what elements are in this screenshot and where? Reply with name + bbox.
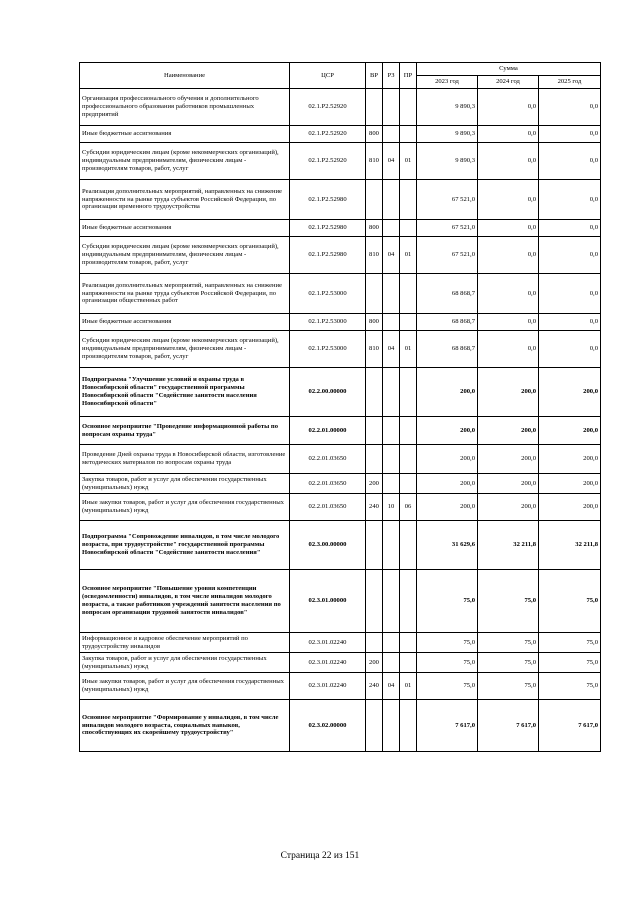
row-pr <box>400 126 417 143</box>
row-sum-2024: 0,0 <box>478 274 539 314</box>
table-row <box>80 673 601 700</box>
row-name: Иные закупки товаров, работ и услуг для обеспечения государственных (муниципальных) нужд <box>80 494 290 521</box>
col-header-2023: 2023 год <box>417 76 478 89</box>
row-csr: 02.1.P2.53000 <box>290 331 366 368</box>
row-pr <box>400 368 417 417</box>
row-pr <box>400 570 417 633</box>
row-pr: 01 <box>400 331 417 368</box>
row-sum-2025: 200,0 <box>539 368 601 417</box>
table-body <box>80 89 601 752</box>
row-pr <box>400 633 417 653</box>
row-pr <box>400 474 417 494</box>
row-vr: 810 <box>366 331 383 368</box>
row-sum-2025: 200,0 <box>539 445 601 474</box>
row-rz <box>383 700 400 752</box>
row-pr: 06 <box>400 494 417 521</box>
table-row <box>80 570 601 633</box>
row-rz: 04 <box>383 237 400 274</box>
row-rz <box>383 653 400 673</box>
row-rz <box>383 474 400 494</box>
table-row <box>80 445 601 474</box>
row-csr: 02.3.01.00000 <box>290 570 366 633</box>
row-rz <box>383 220 400 237</box>
row-vr: 800 <box>366 314 383 331</box>
row-vr <box>366 89 383 126</box>
row-vr <box>366 521 383 570</box>
row-csr: 02.2.01.03650 <box>290 474 366 494</box>
row-name: Подпрограмма "Улучшение условий и охраны труда в Новосибирской области" государственной программы Новосибирской области "Содействие занятости населения Новосибирской области" <box>80 368 290 417</box>
row-sum-2023: 200,0 <box>417 445 478 474</box>
row-sum-2024: 0,0 <box>478 89 539 126</box>
row-rz <box>383 368 400 417</box>
row-rz <box>383 570 400 633</box>
row-sum-2025: 0,0 <box>539 237 601 274</box>
row-pr <box>400 274 417 314</box>
col-header-pr: ПР <box>400 63 417 89</box>
table-row <box>80 653 601 673</box>
row-vr <box>366 417 383 445</box>
row-rz <box>383 445 400 474</box>
col-header-sum: Сумма <box>417 63 601 76</box>
row-sum-2023: 9 890,3 <box>417 143 478 180</box>
row-sum-2025: 0,0 <box>539 143 601 180</box>
row-csr: 02.2.01.00000 <box>290 417 366 445</box>
row-pr: 01 <box>400 237 417 274</box>
row-rz <box>383 180 400 220</box>
row-vr: 800 <box>366 220 383 237</box>
row-vr: 810 <box>366 143 383 180</box>
row-sum-2025: 200,0 <box>539 417 601 445</box>
row-sum-2024: 0,0 <box>478 126 539 143</box>
table-row <box>80 314 601 331</box>
row-sum-2024: 0,0 <box>478 143 539 180</box>
row-sum-2024: 75,0 <box>478 653 539 673</box>
row-name: Реализация дополнительных мероприятий, направленных на снижение напряженности на рынке труда субъектов Российской Федерации, по организации общественных работ <box>80 274 290 314</box>
row-sum-2024: 200,0 <box>478 445 539 474</box>
table-row <box>80 237 601 274</box>
page-number: Страница 22 из 151 <box>280 851 360 861</box>
row-name: Иные бюджетные ассигнования <box>80 314 290 331</box>
row-name: Организация профессионального обучения и дополнительного профессионального образования работников промышленных предприятий <box>80 89 290 126</box>
row-rz: 04 <box>383 331 400 368</box>
row-vr: 200 <box>366 653 383 673</box>
row-csr: 02.3.00.00000 <box>290 521 366 570</box>
row-sum-2023: 9 890,3 <box>417 126 478 143</box>
row-rz: 10 <box>383 494 400 521</box>
row-name: Подпрограмма "Сопровождение инвалидов, в том числе молодого возраста, при трудоустройстве" государственной программы Новосибирской области "Содействие занятости населения" <box>80 521 290 570</box>
row-pr <box>400 417 417 445</box>
table-header <box>80 63 601 89</box>
row-name: Закупка товаров, работ и услуг для обеспечения государственных (муниципальных) нужд <box>80 474 290 494</box>
row-sum-2025: 0,0 <box>539 220 601 237</box>
row-vr <box>366 633 383 653</box>
table-row <box>80 474 601 494</box>
row-rz: 04 <box>383 673 400 700</box>
row-rz: 04 <box>383 143 400 180</box>
row-name: Информационное и кадровое обеспечение мероприятий по трудоустройству инвалидов <box>80 633 290 653</box>
row-vr: 240 <box>366 494 383 521</box>
row-vr: 200 <box>366 474 383 494</box>
row-name: Иные бюджетные ассигнования <box>80 220 290 237</box>
row-sum-2023: 200,0 <box>417 368 478 417</box>
row-pr <box>400 445 417 474</box>
row-csr: 02.1.P2.52920 <box>290 143 366 180</box>
row-vr <box>366 274 383 314</box>
row-sum-2024: 200,0 <box>478 368 539 417</box>
row-sum-2024: 200,0 <box>478 474 539 494</box>
row-csr: 02.1.P2.52980 <box>290 237 366 274</box>
table-row <box>80 220 601 237</box>
row-csr: 02.1.P2.53000 <box>290 314 366 331</box>
row-name: Субсидии юридическим лицам (кроме некоммерческих организаций), индивидуальным предпринимателям, физическим лицам - производителям товаров, работ, услуг <box>80 331 290 368</box>
row-pr: 01 <box>400 143 417 180</box>
row-sum-2024: 0,0 <box>478 237 539 274</box>
row-pr <box>400 700 417 752</box>
col-header-csr: ЦСР <box>290 63 366 89</box>
row-sum-2024: 0,0 <box>478 220 539 237</box>
row-sum-2023: 75,0 <box>417 673 478 700</box>
row-csr: 02.3.01.02240 <box>290 653 366 673</box>
row-rz <box>383 633 400 653</box>
row-csr: 02.1.P2.52980 <box>290 180 366 220</box>
row-sum-2023: 68 868,7 <box>417 331 478 368</box>
row-sum-2023: 68 868,7 <box>417 314 478 331</box>
row-pr: 01 <box>400 673 417 700</box>
row-sum-2023: 200,0 <box>417 474 478 494</box>
row-sum-2023: 75,0 <box>417 633 478 653</box>
row-sum-2023: 200,0 <box>417 417 478 445</box>
row-rz <box>383 417 400 445</box>
row-sum-2023: 31 629,6 <box>417 521 478 570</box>
row-vr <box>366 368 383 417</box>
row-csr: 02.1.P2.52980 <box>290 220 366 237</box>
table-row <box>80 521 601 570</box>
row-name: Основное мероприятие "Формирование у инвалидов, в том числе инвалидов молодого возраста, социальных навыков, способствующих их скорейшему трудоустройству" <box>80 700 290 752</box>
row-sum-2025: 0,0 <box>539 126 601 143</box>
table-row <box>80 126 601 143</box>
row-pr <box>400 180 417 220</box>
table-row <box>80 331 601 368</box>
row-vr: 240 <box>366 673 383 700</box>
row-csr: 02.1.P2.52920 <box>290 126 366 143</box>
row-name: Основное мероприятие "Повышение уровня компетенции (осведомленности) инвалидов, в том числе инвалидов молодого возраста, а также работников учреждений занятости населения по вопросам организации трудовой занятости инвалидов" <box>80 570 290 633</box>
row-pr <box>400 653 417 673</box>
row-rz <box>383 274 400 314</box>
table-row <box>80 417 601 445</box>
row-sum-2024: 0,0 <box>478 314 539 331</box>
row-pr <box>400 521 417 570</box>
row-sum-2023: 75,0 <box>417 570 478 633</box>
row-name: Субсидии юридическим лицам (кроме некоммерческих организаций), индивидуальным предпринимателям, физическим лицам - производителям товаров, работ, услуг <box>80 143 290 180</box>
table-row <box>80 180 601 220</box>
row-sum-2025: 75,0 <box>539 673 601 700</box>
row-vr: 810 <box>366 237 383 274</box>
row-csr: 02.3.01.02240 <box>290 633 366 653</box>
row-csr: 02.1.P2.52920 <box>290 89 366 126</box>
row-rz <box>383 126 400 143</box>
row-vr: 800 <box>366 126 383 143</box>
table-row <box>80 274 601 314</box>
col-header-rz: РЗ <box>383 63 400 89</box>
row-pr <box>400 220 417 237</box>
row-name: Иные бюджетные ассигнования <box>80 126 290 143</box>
row-sum-2024: 7 617,0 <box>478 700 539 752</box>
row-sum-2023: 7 617,0 <box>417 700 478 752</box>
row-pr <box>400 89 417 126</box>
col-header-2024: 2024 год <box>478 76 539 89</box>
row-csr: 02.2.00.00000 <box>290 368 366 417</box>
row-sum-2024: 200,0 <box>478 494 539 521</box>
col-header-name: Наименование <box>80 63 290 89</box>
row-sum-2023: 68 868,7 <box>417 274 478 314</box>
row-csr: 02.1.P2.53000 <box>290 274 366 314</box>
row-sum-2025: 75,0 <box>539 570 601 633</box>
row-sum-2025: 0,0 <box>539 274 601 314</box>
row-sum-2025: 75,0 <box>539 653 601 673</box>
row-sum-2023: 67 521,0 <box>417 220 478 237</box>
row-sum-2024: 32 211,8 <box>478 521 539 570</box>
table-row <box>80 494 601 521</box>
row-vr <box>366 570 383 633</box>
row-sum-2023: 9 890,3 <box>417 89 478 126</box>
budget-table <box>79 62 601 752</box>
row-name: Закупка товаров, работ и услуг для обеспечения государственных (муниципальных) нужд <box>80 653 290 673</box>
table-row <box>80 700 601 752</box>
row-sum-2025: 7 617,0 <box>539 700 601 752</box>
row-sum-2025: 200,0 <box>539 494 601 521</box>
row-vr <box>366 445 383 474</box>
row-name: Проведение Дней охраны труда в Новосибирской области, изготовление методических материалов по вопросам охраны труда <box>80 445 290 474</box>
row-csr: 02.2.01.03650 <box>290 445 366 474</box>
row-sum-2025: 75,0 <box>539 633 601 653</box>
row-name: Основное мероприятие "Проведение информационной работы по вопросам охраны труда" <box>80 417 290 445</box>
row-sum-2024: 75,0 <box>478 570 539 633</box>
row-rz <box>383 314 400 331</box>
row-csr: 02.2.01.03650 <box>290 494 366 521</box>
row-sum-2023: 200,0 <box>417 494 478 521</box>
row-sum-2023: 67 521,0 <box>417 237 478 274</box>
row-rz <box>383 89 400 126</box>
row-sum-2024: 75,0 <box>478 673 539 700</box>
row-vr <box>366 700 383 752</box>
row-sum-2025: 32 211,8 <box>539 521 601 570</box>
row-sum-2025: 0,0 <box>539 180 601 220</box>
table-row <box>80 633 601 653</box>
row-sum-2025: 0,0 <box>539 314 601 331</box>
row-csr: 02.3.02.00000 <box>290 700 366 752</box>
row-name: Реализация дополнительных мероприятий, направленных на снижение напряженности на рынке труда субъектов Российской Федерации, по организации временного трудоустройства <box>80 180 290 220</box>
row-sum-2024: 0,0 <box>478 331 539 368</box>
row-sum-2025: 0,0 <box>539 331 601 368</box>
row-csr: 02.3.01.02240 <box>290 673 366 700</box>
row-vr <box>366 180 383 220</box>
table-row <box>80 143 601 180</box>
col-header-2025: 2025 год <box>539 76 601 89</box>
table-row <box>80 89 601 126</box>
row-sum-2025: 200,0 <box>539 474 601 494</box>
row-name: Субсидии юридическим лицам (кроме некоммерческих организаций), индивидуальным предпринимателям, физическим лицам - производителям товаров, работ, услуг <box>80 237 290 274</box>
row-rz <box>383 521 400 570</box>
row-sum-2024: 200,0 <box>478 417 539 445</box>
row-sum-2024: 75,0 <box>478 633 539 653</box>
table-row <box>80 368 601 417</box>
row-sum-2025: 0,0 <box>539 89 601 126</box>
row-sum-2023: 75,0 <box>417 653 478 673</box>
row-pr <box>400 314 417 331</box>
row-sum-2023: 67 521,0 <box>417 180 478 220</box>
row-name: Иные закупки товаров, работ и услуг для обеспечения государственных (муниципальных) нужд <box>80 673 290 700</box>
row-sum-2024: 0,0 <box>478 180 539 220</box>
col-header-vr: ВР <box>366 63 383 89</box>
